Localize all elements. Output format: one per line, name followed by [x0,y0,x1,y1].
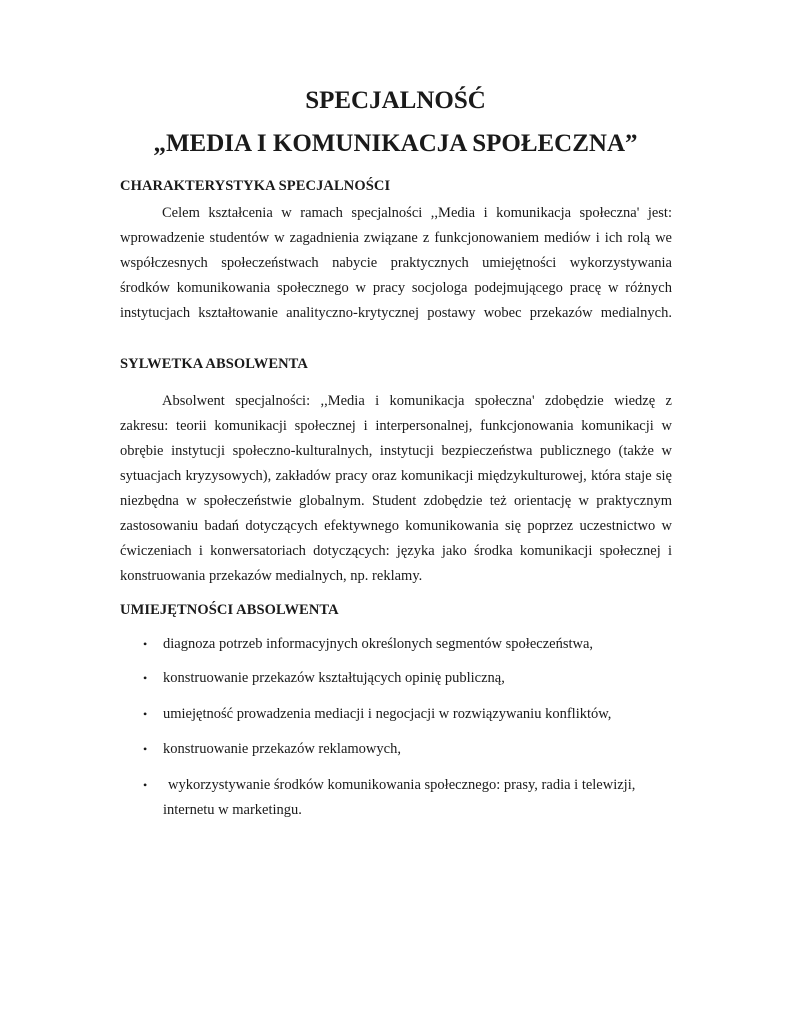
list-item-text: konstruowanie przekazów kształtujących opinię publiczną, [163,670,505,686]
list-item [120,666,505,691]
section-heading-umiejetnosci: UMIEJĘTNOŚCI ABSOLWENTA [120,602,339,618]
paragraph-line: środków komunikowania społecznego w pracy socjologa podejmującego pracę w różnych [120,280,672,296]
bullet-icon: • [143,707,148,721]
paragraph-line: współczesnych społeczeństwach nabycie praktycznych umiejętności wykorzystywania [120,255,672,271]
bullet-icon: • [143,778,148,792]
paragraph-sylwetka [120,389,672,589]
list-item-text-continuation: internetu w marketingu. [163,802,302,818]
document-subtitle: „MEDIA I KOMUNIKACJA SPOŁECZNA” [153,130,638,157]
paragraph-line: zastosowaniu badań dotyczących efektywnego komunikowania się poprzez uczestnictwo w [120,518,672,534]
paragraph-charakterystyka [120,201,672,326]
document-title: SPECJALNOŚĆ [305,87,486,114]
paragraph-line: sytuacjach kryzysowych), zakładów pracy oraz komunikacji międzykulturowej, która staje się [120,468,672,484]
paragraph-line: Celem kształcenia w ramach specjalności ,,Media i komunikacja społeczna' jest: [162,205,672,221]
list-item [120,773,635,823]
section-heading-sylwetka: SYLWETKA ABSOLWENTA [120,356,308,372]
bullet-icon: • [143,671,148,685]
bullet-icon: • [143,742,148,756]
list-item-text: diagnoza potrzeb informacyjnych określonych segmentów społeczeństwa, [163,636,594,652]
list-item-text: umiejętność prowadzenia mediacji i negocjacji w rozwiązywaniu konfliktów, [163,706,612,722]
list-item-text: wykorzystywanie środków komunikowania społecznego: prasy, radia i telewizji, [168,777,636,793]
list-item [120,632,593,657]
bullet-icon: • [143,637,148,651]
list-item-text: konstruowanie przekazów reklamowych, [163,741,401,757]
list-item [120,737,401,762]
paragraph-line: zakresu: teorii komunikacji społecznej i interpersonalnej, funkcjonowania komunikacji w [120,418,672,434]
paragraph-line: instytucjach kształtowanie analityczno-krytycznej postawy wobec przekazów medialnych. [120,305,672,321]
paragraph-line: ćwiczeniach i konwersatoriach dotyczących: języka jako środka komunikacji społecznej i [120,543,672,559]
paragraph-line: konstruowania przekazów medialnych, np. reklamy. [120,568,423,584]
list-item [120,702,611,727]
paragraph-line: wprowadzenie studentów w zagadnienia związane z funkcjonowaniem mediów i ich rolą we [120,230,672,246]
section-heading-charakterystyka: CHARAKTERYSTYKA SPECJALNOŚCI [120,178,391,194]
paragraph-line: obrębie instytucji społeczno-kulturalnych, instytucji bezpieczeństwa publicznego (także w [120,443,672,459]
paragraph-line: Absolwent specjalności: ,,Media i komunikacja społeczna' zdobędzie wiedzę z [162,393,672,409]
paragraph-line: niezbędna w społeczeństwie globalnym. Student zdobędzie też orientację w praktycznym [120,493,672,509]
